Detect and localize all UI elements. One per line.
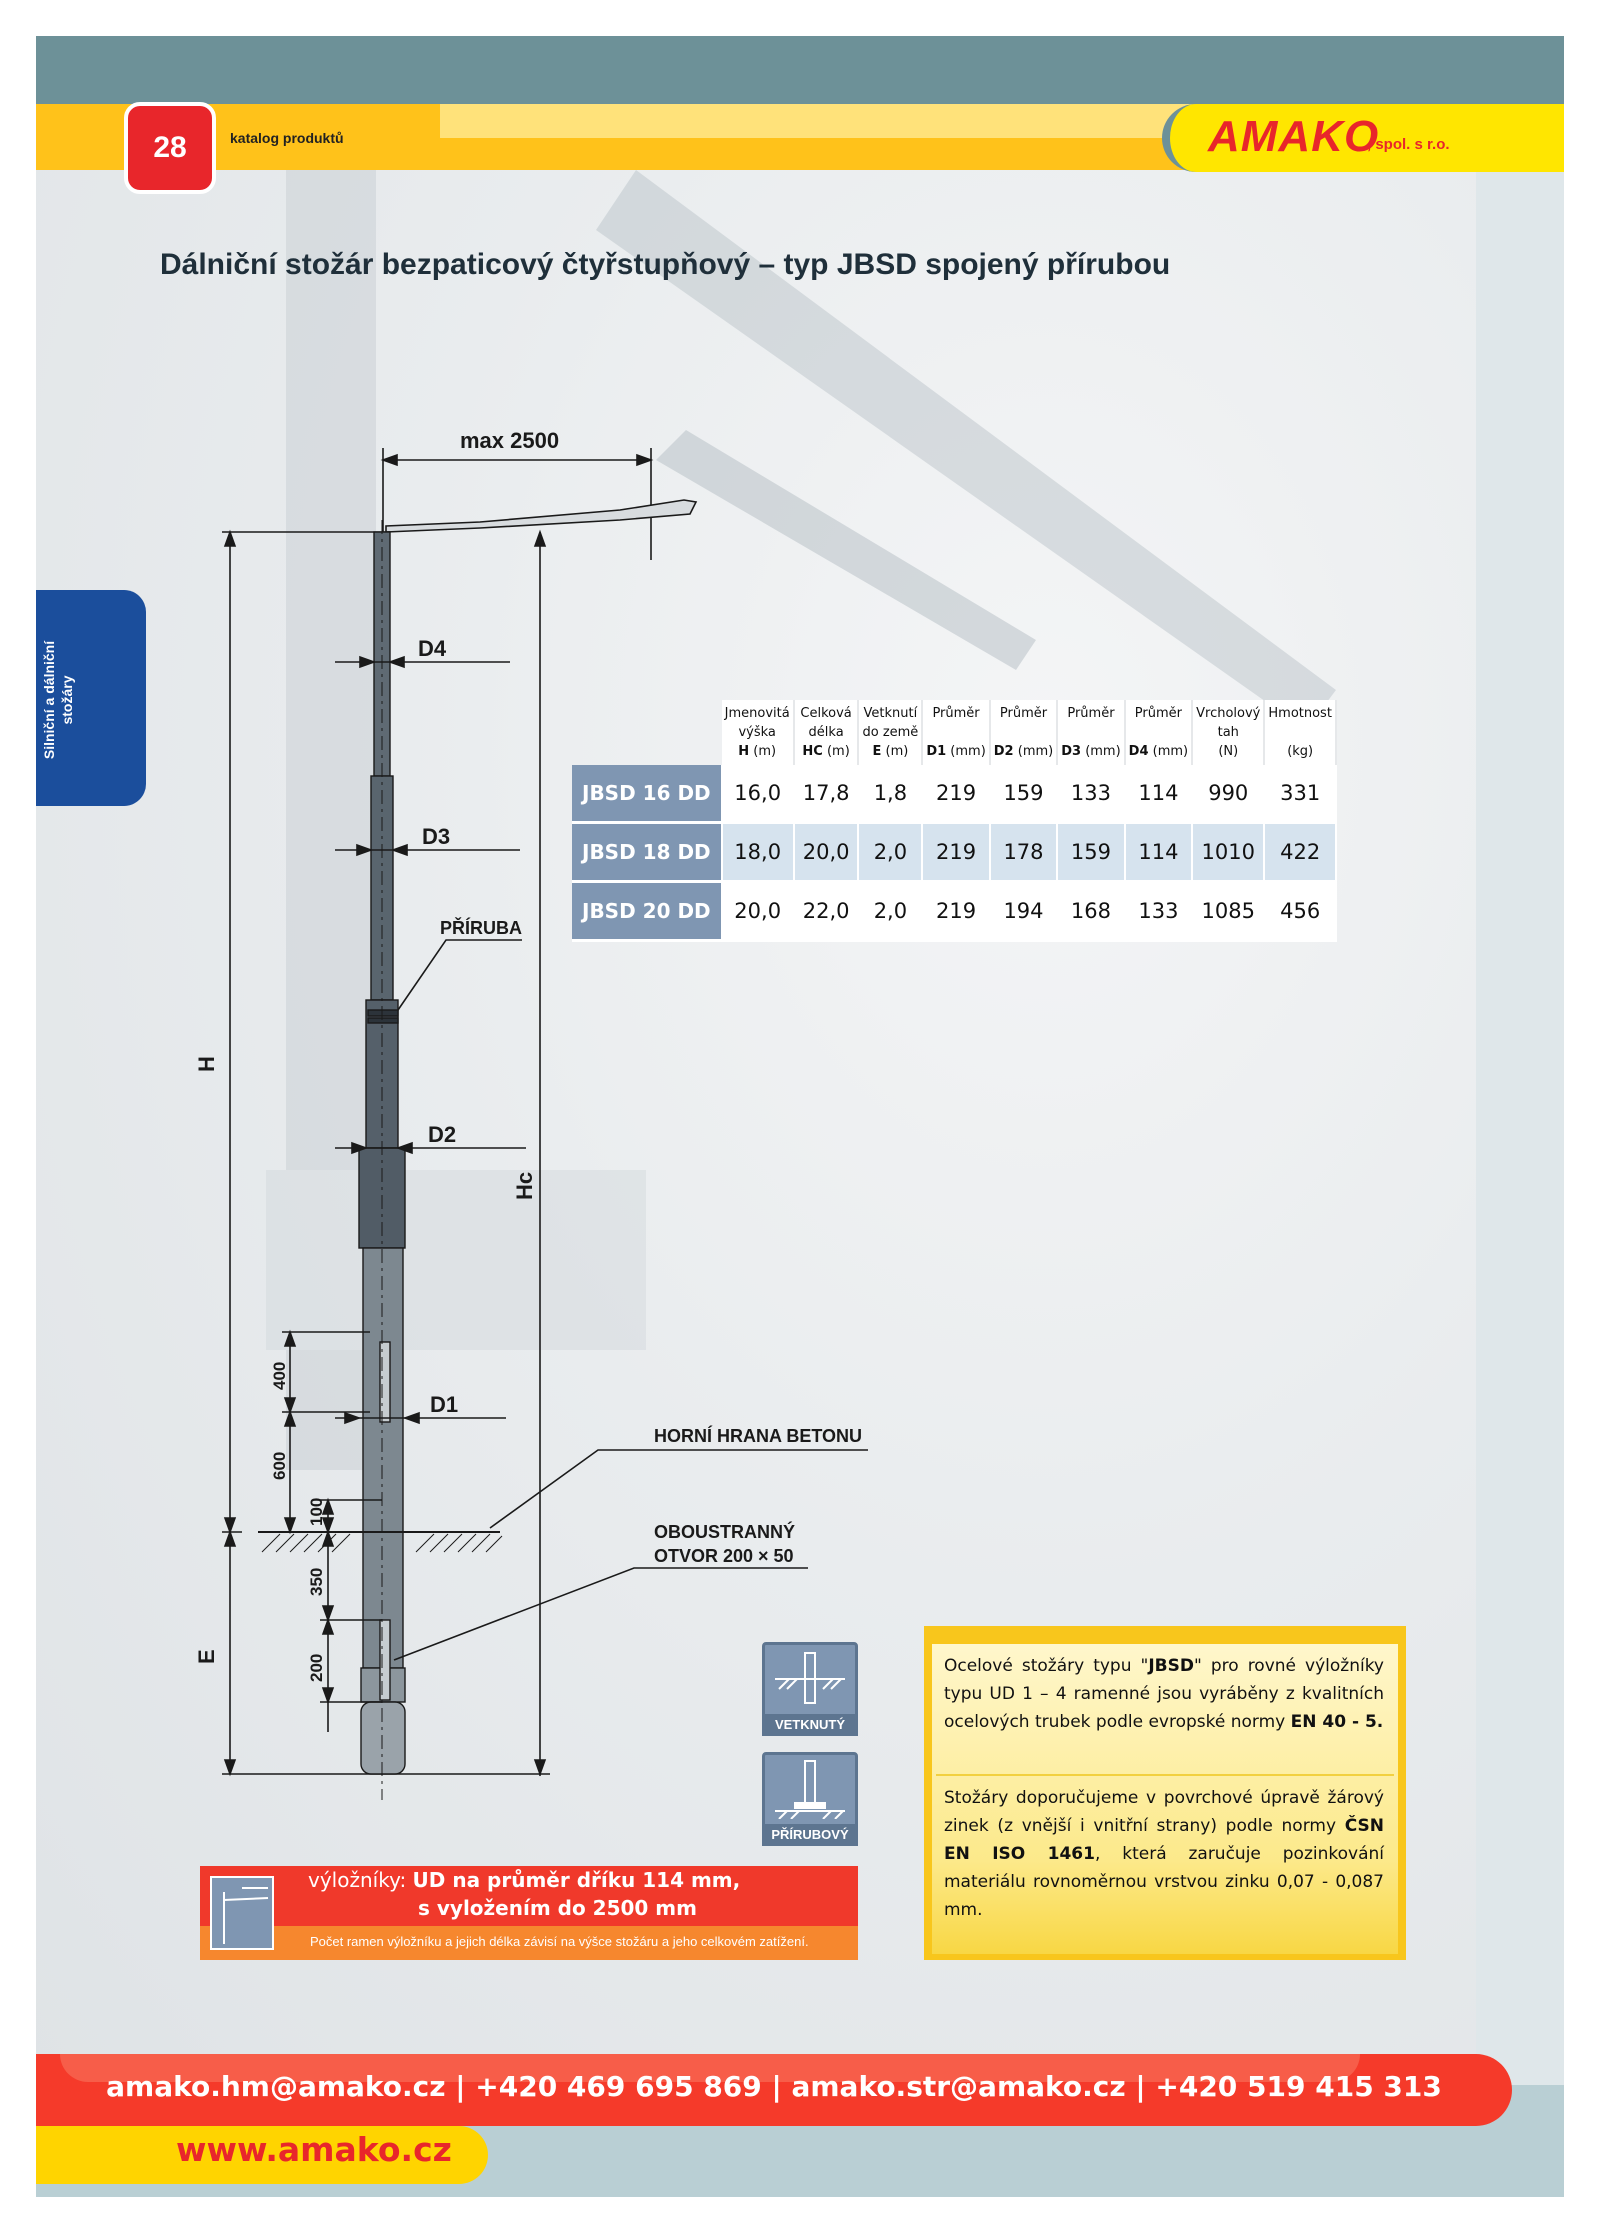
catalog-label: katalog produktů [230, 130, 344, 146]
table-cell: 133 [1125, 882, 1192, 941]
table-cell: 194 [990, 882, 1057, 941]
table-cell: 16,0 [722, 765, 794, 823]
table-cell: 219 [922, 765, 989, 823]
section-tab-line2: stožáry [59, 675, 75, 725]
table-header-cell: Jmenovitá výška H (m) [722, 700, 794, 765]
table-cell: 114 [1125, 823, 1192, 882]
table-header-cell: Průměr D4 (mm) [1125, 700, 1192, 765]
hc-label: Hc [512, 1171, 537, 1200]
table-cell: 18,0 [722, 823, 794, 882]
table-cell: 331 [1264, 765, 1336, 823]
table-cell: 219 [922, 882, 989, 941]
table-cell: 422 [1264, 823, 1336, 882]
table-cell: 159 [1057, 823, 1124, 882]
hole-label-line2: OTVOR 200 × 50 [654, 1546, 794, 1566]
table-header-cell: Průměr D1 (mm) [922, 700, 989, 765]
table-cell: 1,8 [858, 765, 922, 823]
table-cell: 1010 [1192, 823, 1264, 882]
dim-350-label: 350 [307, 1567, 326, 1596]
table-header-blank [572, 700, 722, 765]
table-cell: 133 [1057, 765, 1124, 823]
flanged-mount-caption: PŘÍRUBOVÝ [762, 1824, 858, 1846]
concrete-edge-label: HORNÍ HRANA BETONU [654, 1426, 863, 1446]
table-header-cell: Hmotnost (kg) [1264, 700, 1336, 765]
dim-600-label: 600 [270, 1451, 289, 1480]
table-cell: 2,0 [858, 823, 922, 882]
arm-info-line1: výložníky: UD na průměr dříku 114 mm, [308, 1868, 741, 1892]
flange-label: PŘÍRUBA [440, 918, 523, 938]
max-length-label: max 2500 [460, 428, 560, 453]
arm-info-note: Počet ramen výložníku a jejich délka závisí na výšce stožáru a jeho celkovém zatížení. [310, 1934, 809, 1949]
d1-label: D1 [430, 1392, 459, 1417]
page-title: Dálniční stožár bezpaticový čtyřstupňový – typ JBSD spojený přírubou [160, 248, 1171, 281]
right-margin-strip [1476, 170, 1564, 2090]
brand-logo: AMAKO [1208, 112, 1380, 161]
table-cell: 114 [1125, 765, 1192, 823]
brand-suffix: , spol. s r.o. [1367, 136, 1450, 153]
table-cell: 178 [990, 823, 1057, 882]
table-cell: 168 [1057, 882, 1124, 941]
hole-label-line1: OBOUSTRANNÝ [654, 1522, 796, 1542]
table-header-cell: Vrcholový tah (N) [1192, 700, 1264, 765]
embedded-pole-icon [765, 1645, 855, 1709]
arm-info-line2: s vyložením do 2500 mm [418, 1896, 697, 1920]
info-divider [936, 1774, 1394, 1776]
table-header-cell: Průměr D2 (mm) [990, 700, 1057, 765]
h-label: H [194, 1056, 219, 1072]
table-row [572, 823, 1336, 882]
table-cell: 2,0 [858, 882, 922, 941]
table-header-row [572, 700, 1336, 765]
arm-pole-icon [212, 1878, 272, 1948]
flanged-pole-icon [765, 1755, 855, 1819]
d4-label: D4 [418, 636, 447, 661]
info-paragraph-1: Ocelové stožáry typu "JBSD" pro rovné výložníky typu UD 1 – 4 ramenné jsou vyráběny z kvalitních ocelových trubek podle evropské normy EN 40 - 5. [944, 1656, 1384, 1732]
arm-icon [210, 1876, 274, 1950]
pole-drawing [150, 420, 910, 1820]
table-cell: 20,0 [722, 882, 794, 941]
table-cell: 17,8 [794, 765, 859, 823]
table-cell: 22,0 [794, 882, 859, 941]
table-cell: 456 [1264, 882, 1336, 941]
d3-label: D3 [422, 824, 451, 849]
model-cell: JBSD 18 DD [572, 823, 722, 882]
footer-contacts: amako.hm@amako.cz | +420 469 695 869 | amako.str@amako.cz | +420 519 415 313 [106, 2070, 1442, 2103]
table-row [572, 882, 1336, 941]
table-cell: 990 [1192, 765, 1264, 823]
dim-100-label: 100 [307, 1497, 326, 1526]
e-label: E [194, 1649, 219, 1664]
section-tab-line1: Silniční a dálniční [41, 640, 57, 760]
page-number: 28 [124, 102, 216, 194]
footer-url[interactable]: www.amako.cz [176, 2130, 452, 2169]
spec-table [572, 700, 1337, 942]
table-cell: 159 [990, 765, 1057, 823]
d2-label: D2 [428, 1122, 457, 1147]
table-header-cell: Vetknutí do země E (m) [858, 700, 922, 765]
table-cell: 1085 [1192, 882, 1264, 941]
table-row [572, 765, 1336, 823]
model-cell: JBSD 20 DD [572, 882, 722, 941]
dim-200-label: 200 [307, 1653, 326, 1682]
dim-400-label: 400 [270, 1361, 289, 1390]
table-cell: 219 [922, 823, 989, 882]
embedded-mount-caption: VETKNUTÝ [762, 1714, 858, 1736]
model-cell: JBSD 16 DD [572, 765, 722, 823]
table-header-cell: Celková délka HC (m) [794, 700, 859, 765]
table-cell: 20,0 [794, 823, 859, 882]
header-bar-highlight [440, 104, 1240, 138]
info-paragraph-2: Stožáry doporučujeme v povrchové úpravě žárový zinek (z vnější i vnitřní strany) podle normy ČSN EN ISO 1461, která zaručuje pozinkování materiálu rovnoměrnou vrstvou zinku 0,07 - 0,087 mm. [944, 1788, 1384, 1920]
table-header-cell: Průměr D3 (mm) [1057, 700, 1124, 765]
section-tab-label [40, 641, 76, 759]
